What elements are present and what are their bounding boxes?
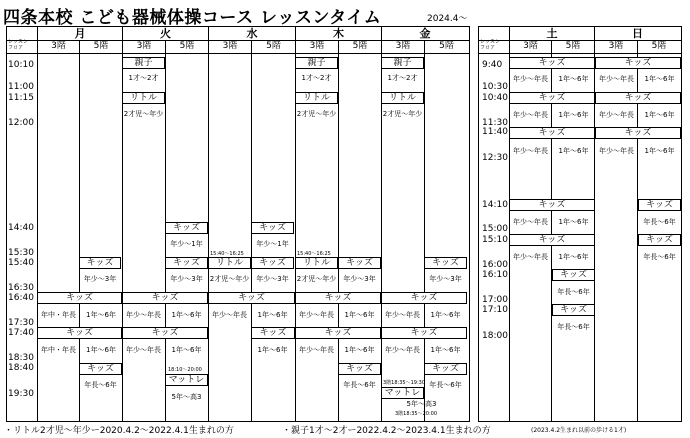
class-kids: キッズ — [37, 327, 122, 339]
age-range: 2才児～年少 — [209, 275, 250, 283]
class-little: リトル — [208, 257, 251, 269]
age-range: 年少～年長 — [212, 311, 247, 319]
age-range: 1年～6年 — [430, 311, 461, 319]
time-label: 17:00 — [482, 295, 508, 305]
class-kids: キッズ — [509, 57, 595, 69]
class-kids: キッズ — [638, 199, 681, 211]
age-range: 年少～1年 — [256, 240, 289, 248]
age-range: 1才～2才 — [387, 74, 418, 82]
age-range: 年長～6年 — [343, 381, 376, 389]
age-range: 年長～6年 — [557, 288, 590, 296]
floor-3: 3階 — [309, 41, 325, 51]
floor-5: 5階 — [651, 41, 667, 51]
class-kids: キッズ — [338, 363, 381, 375]
floor-3: 3階 — [222, 41, 238, 51]
time-label: 16:10 — [482, 270, 508, 280]
time-label: 16:40 — [8, 293, 34, 303]
day-tue: 火 — [160, 27, 171, 40]
class-kids: キッズ — [424, 257, 467, 269]
small-time-note: 15:40～16:25 — [297, 251, 331, 257]
age-range: 5年～高3 — [406, 400, 437, 408]
floor-3: 3階 — [523, 41, 538, 51]
class-kids: キッズ — [509, 234, 595, 246]
floor-3: 3階 — [51, 41, 66, 51]
weekday-schedule-table — [6, 26, 470, 422]
class-kids: キッズ — [37, 292, 122, 304]
small-time-note: 18:10～20:00 — [168, 367, 202, 373]
age-range: 年中・年長 — [41, 311, 76, 319]
age-range: 年少～年長 — [513, 75, 548, 83]
class-kids: キッズ — [295, 327, 381, 339]
age-range: 年少～年長 — [599, 147, 634, 155]
class-kids: キッズ — [251, 327, 295, 339]
day-wed: 水 — [246, 27, 258, 40]
age-range: 年少～3年 — [170, 275, 203, 283]
day-sat: 土 — [546, 27, 558, 40]
age-range: 1年～6年 — [257, 346, 288, 354]
age-range: 5年～高3 — [171, 393, 202, 401]
floor-5: 5階 — [439, 41, 454, 51]
time-label: 19:30 — [8, 389, 34, 399]
day-sun: 日 — [632, 27, 643, 40]
floor-3: 3階 — [395, 41, 411, 51]
class-kids: キッズ — [509, 127, 595, 139]
floor-5: 5階 — [565, 41, 581, 51]
time-label: 10:40 — [482, 93, 508, 103]
age-range: 1年～6年 — [344, 346, 375, 354]
class-kids: キッズ — [424, 363, 467, 375]
page-title: 四条本校 こども器械体操コース レッスンタイム — [3, 8, 382, 28]
class-little: リトル — [122, 92, 165, 104]
age-range: 年少～年長 — [299, 346, 334, 354]
small-time-note: 15:40～16:25 — [210, 251, 244, 257]
age-range: 年少～年長 — [385, 346, 420, 354]
class-kids: キッズ — [638, 234, 681, 246]
lesson-floor-header: レッスン フロア — [480, 39, 500, 51]
age-range: 年少～年長 — [599, 75, 634, 83]
class-oyako: 親子 — [381, 57, 424, 69]
age-range: 年中・年長 — [41, 346, 76, 354]
age-range: 年長～6年 — [429, 381, 462, 389]
age-range: 年少～3年 — [83, 275, 117, 283]
class-kids: キッズ — [338, 257, 381, 269]
day-fri: 金 — [419, 27, 431, 40]
age-range: 1年～6年 — [558, 218, 589, 226]
time-label: 16:30 — [8, 283, 34, 293]
age-range: 1才～2才 — [301, 74, 332, 82]
floor-3: 3階 — [608, 41, 624, 51]
age-range: 年少～年長 — [126, 311, 161, 319]
time-label: 17:30 — [8, 318, 34, 328]
floor-5: 5階 — [93, 41, 109, 51]
age-range: 2才児～年少 — [296, 275, 337, 283]
class-kids: キッズ — [509, 199, 595, 211]
age-range: 年少～3年 — [429, 275, 462, 283]
class-little: リトル — [295, 92, 338, 104]
age-range: 2才児～年少 — [382, 110, 423, 118]
time-label: 17:40 — [8, 328, 34, 338]
age-range: 年少～年長 — [513, 111, 548, 119]
age-range: 年少～年長 — [385, 311, 420, 319]
age-range: 年長～6年 — [643, 218, 676, 226]
age-range: 1年～6年 — [644, 147, 675, 155]
day-thu: 木 — [333, 27, 344, 40]
class-little: リトル — [381, 92, 424, 104]
age-range: 年長～6年 — [643, 253, 676, 261]
age-range: 1年～6年 — [430, 346, 461, 354]
time-label: 11:30 — [482, 118, 508, 128]
class-kids: キッズ — [552, 304, 595, 316]
time-label: 12:00 — [8, 118, 34, 128]
age-range: 1年～6年 — [171, 311, 202, 319]
day-mon: 月 — [74, 27, 86, 40]
time-label: 10:30 — [482, 82, 508, 92]
class-kids: キッズ — [251, 222, 294, 234]
class-kids: キッズ — [208, 292, 295, 304]
time-label: 18:30 — [8, 353, 34, 363]
floor-5: 5階 — [179, 41, 195, 51]
effective-date: 2024.4～ — [427, 14, 468, 24]
time-label: 15:30 — [8, 248, 34, 258]
time-label: 11:00 — [8, 82, 34, 92]
class-mattore: マットレ — [165, 374, 208, 386]
age-range: 年少～年長 — [599, 111, 634, 119]
class-kids: キッズ — [122, 327, 208, 339]
age-range: 1年～6年 — [558, 75, 589, 83]
class-kids: キッズ — [552, 269, 595, 281]
class-kids: キッズ — [295, 292, 381, 304]
age-range: 2才児～年少 — [123, 110, 164, 118]
time-label: 18:40 — [8, 363, 34, 373]
time-label: 9:40 — [482, 60, 503, 70]
age-range: 1年～6年 — [171, 346, 202, 354]
floor-5: 5階 — [352, 41, 368, 51]
age-range: 年少～年長 — [299, 311, 334, 319]
age-range: 1年～6年 — [257, 311, 288, 319]
age-range: 年少～年長 — [513, 218, 548, 226]
time-label: 14:40 — [8, 223, 34, 233]
footnote-little: ・リトル2才児～年少ー2020.4.2～2022.4.1生まれの方 — [4, 426, 234, 436]
age-range: 年少～3年 — [343, 275, 376, 283]
age-range: 1才～2才 — [128, 74, 159, 82]
floor-3: 3階 — [136, 41, 152, 51]
time-label: 15:40 — [8, 258, 34, 268]
lesson-floor-header: レッスン フロア — [8, 39, 28, 51]
class-kids: キッズ — [165, 222, 208, 234]
age-range: 1年～6年 — [344, 311, 375, 319]
small-time-note: 3階18:35～20:00 — [395, 411, 437, 417]
age-range: 年少～3年 — [256, 275, 289, 283]
time-label: 15:10 — [482, 235, 508, 245]
age-range: 1年～6年 — [86, 346, 116, 354]
age-range: 1年～6年 — [558, 111, 589, 119]
class-kids: キッズ — [79, 363, 122, 375]
class-kids: キッズ — [595, 92, 681, 104]
class-mattore: マットレ — [381, 387, 424, 399]
time-label: 15:00 — [482, 224, 508, 234]
age-range: 年長～6年 — [84, 381, 117, 389]
class-little: リトル — [295, 257, 338, 269]
footnote-oyako: ・親子1才～2才ー2022.4.2～2023.4.1生まれの方 — [282, 426, 491, 436]
class-kids: キッズ — [122, 292, 208, 304]
age-range: 2才児～年少 — [296, 110, 337, 118]
class-kids: キッズ — [381, 292, 467, 304]
time-label: 12:30 — [482, 153, 508, 163]
time-label: 17:10 — [482, 305, 508, 315]
time-label: 11:40 — [482, 127, 508, 137]
time-label: 10:10 — [8, 60, 34, 70]
class-oyako: 親子 — [295, 57, 338, 69]
time-label: 18:00 — [482, 331, 508, 341]
class-kids: キッズ — [165, 257, 208, 269]
age-range: 1年～6年 — [644, 75, 675, 83]
class-kids: キッズ — [79, 257, 121, 269]
time-label: 14:10 — [482, 200, 508, 210]
class-kids: キッズ — [595, 57, 681, 69]
age-range: 1年～6年 — [644, 111, 675, 119]
time-label: 11:15 — [8, 93, 34, 103]
footnote-oyako-note: (2023.4.2生まれ以前の歩ける1才) — [531, 427, 627, 434]
age-range: 年少～1年 — [170, 240, 203, 248]
age-range: 年少～年長 — [513, 253, 548, 261]
age-range: 1年～6年 — [558, 253, 589, 261]
class-kids: キッズ — [251, 257, 294, 269]
floor-5: 5階 — [266, 41, 281, 51]
age-range: 1年～6年 — [558, 147, 589, 155]
class-kids: キッズ — [381, 327, 467, 339]
class-oyako: 親子 — [122, 57, 165, 69]
class-kids: キッズ — [595, 127, 681, 139]
age-range: 年少～年長 — [126, 346, 161, 354]
age-range: 年長～6年 — [557, 323, 590, 331]
age-range: 年少～年長 — [513, 147, 548, 155]
time-label: 16:00 — [482, 260, 508, 270]
class-kids: キッズ — [509, 92, 595, 104]
age-range: 1年～6年 — [86, 311, 116, 319]
small-time-note: 3階18:35～19:30 — [383, 380, 425, 386]
